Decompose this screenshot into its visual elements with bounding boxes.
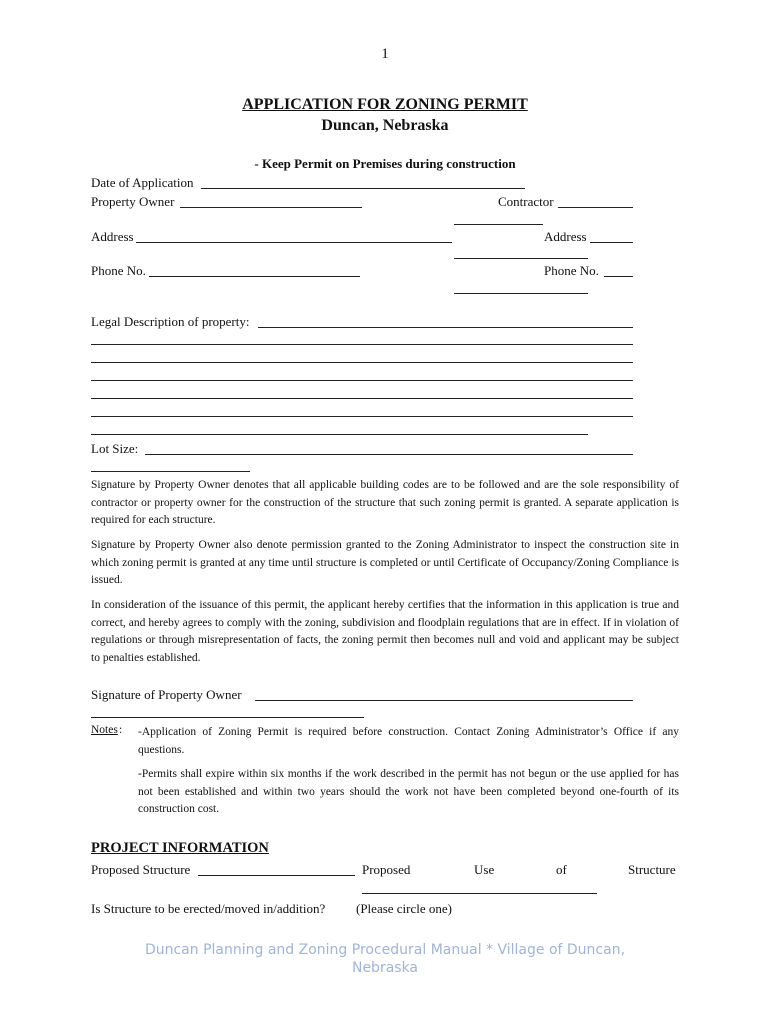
- note-permit-expiration: -Permits shall expire within six months if the work described in the permit has not begun or the use applied for has not been established and within two years should the work not have been completed beyond one-fourth of its construction cost.: [138, 768, 679, 815]
- lot-size-field-continued[interactable]: [91, 471, 250, 472]
- keep-permit-notice: - Keep Permit on Premises during construction: [254, 156, 516, 171]
- page-number: 1: [381, 46, 389, 62]
- contractor-phone-label: Phone No.: [544, 263, 599, 278]
- certification-paragraph: In consideration of the issuance of this permit, the applicant hereby certifies that the information in this application is true and correct, and hereby agrees to comply with the zoning, subdivision and floodplain regulations that are in effect. If in violation of regulations or through misrepresentation of facts, the zoning permit then becomes null and void and applicant may be subject to penalties established.: [91, 599, 679, 664]
- contractor-field[interactable]: [558, 207, 633, 208]
- legal-description-line-2[interactable]: [91, 344, 633, 345]
- form-title: APPLICATION FOR ZONING PERMIT: [242, 96, 528, 113]
- contractor-address-field[interactable]: [590, 242, 633, 243]
- note-application-required: -Application of Zoning Permit is required before construction. Contact Zoning Administrator’s Office if any questions.: [138, 726, 679, 756]
- footer-text: Duncan Planning and Zoning Procedural Manual * Village of Duncan, Nebraska: [144, 942, 626, 976]
- legal-description-line-5[interactable]: [91, 398, 633, 399]
- contractor-phone-field[interactable]: [604, 276, 633, 277]
- proposed-use-word-3: of: [556, 862, 567, 877]
- contractor-phone-field-continued[interactable]: [454, 293, 588, 294]
- project-information-heading: PROJECT INFORMATION: [91, 840, 269, 856]
- contractor-address-label: Address: [544, 229, 587, 244]
- contractor-field-continued[interactable]: [454, 224, 543, 225]
- legal-description-line-3[interactable]: [91, 362, 633, 363]
- lot-size-field[interactable]: [145, 454, 633, 455]
- erected-moved-question: Is Structure to be erected/moved in/addition?: [91, 901, 326, 916]
- legal-description-line-7[interactable]: [91, 434, 588, 435]
- proposed-use-word-4: Structure: [628, 862, 676, 877]
- proposed-structure-field[interactable]: [198, 875, 355, 876]
- signature-label: Signature of Property Owner: [91, 687, 242, 702]
- contractor-address-field-continued[interactable]: [454, 258, 588, 259]
- date-of-application-field[interactable]: [201, 188, 525, 189]
- form-subtitle: Duncan, Nebraska: [321, 117, 449, 134]
- legal-description-line-4[interactable]: [91, 380, 633, 381]
- address-label: Address: [91, 229, 134, 244]
- legal-description-line-1[interactable]: [258, 327, 633, 328]
- proposed-use-field[interactable]: [362, 893, 597, 894]
- owner-responsibility-paragraph: Signature by Property Owner denotes that all applicable building codes are to be followed and are the sole responsibility of contractor or property owner for the construction of the structure that such zoning permit is granted. A separate application is required for each structure.: [91, 479, 679, 526]
- signature-field[interactable]: [255, 700, 633, 701]
- signature-field-continued[interactable]: [91, 717, 364, 718]
- property-owner-field[interactable]: [180, 207, 362, 208]
- proposed-structure-label: Proposed Structure: [91, 862, 191, 877]
- notes-label: Notes: [91, 724, 118, 736]
- contractor-label: Contractor: [498, 194, 554, 209]
- date-of-application-label: Date of Application: [91, 175, 194, 190]
- property-owner-label: Property Owner: [91, 194, 175, 209]
- legal-description-label: Legal Description of property:: [91, 314, 250, 329]
- lot-size-label: Lot Size:: [91, 441, 139, 456]
- notes-colon: :: [119, 724, 123, 736]
- address-field[interactable]: [136, 242, 452, 243]
- phone-field[interactable]: [149, 276, 360, 277]
- proposed-use-word-1: Proposed: [362, 862, 411, 877]
- legal-description-line-6[interactable]: [91, 416, 633, 417]
- circle-one-instruction: (Please circle one): [356, 901, 453, 916]
- proposed-use-word-2: Use: [474, 862, 495, 877]
- phone-label: Phone No.: [91, 263, 146, 278]
- inspection-permission-paragraph: Signature by Property Owner also denote permission granted to the Zoning Administrator to inspect the construction site in which zoning permit is granted at any time until structure is completed or until Certificate of Occupancy/Zoning Compliance is issued.: [91, 539, 679, 586]
